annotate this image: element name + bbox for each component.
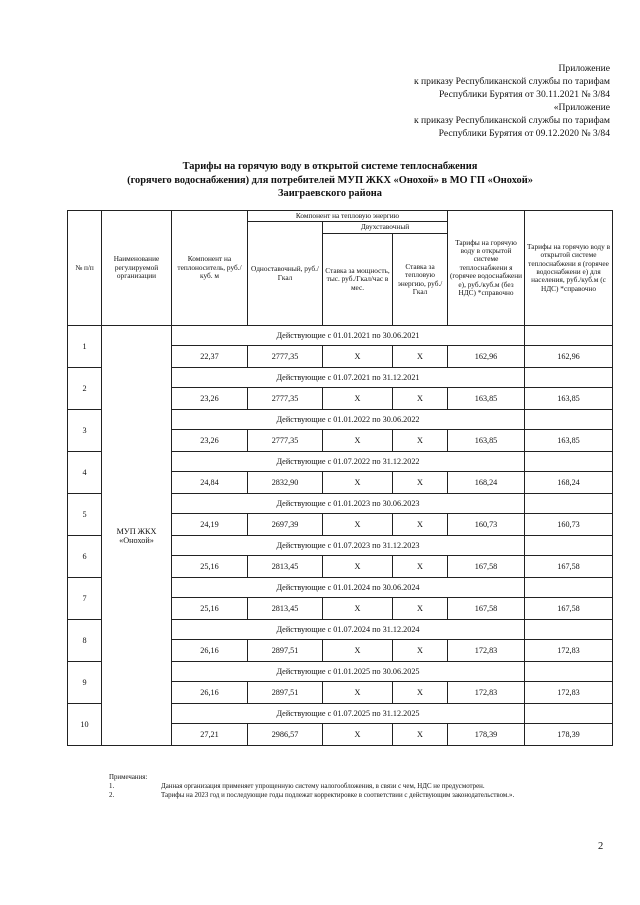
appendix-line: к приказу Республиканской службы по тарифам <box>413 115 610 127</box>
population-tariff-value: 163,85 <box>525 388 613 410</box>
population-tariff-value: 178,39 <box>525 724 613 746</box>
appendix-line: «Приложение <box>553 102 610 114</box>
row-number: 3 <box>68 410 102 452</box>
population-tariff-value: 167,58 <box>525 556 613 578</box>
energy-rate-value: X <box>393 724 448 746</box>
capacity-rate-value: X <box>323 724 393 746</box>
empty-cell <box>525 578 613 598</box>
one-part-value: 2777,35 <box>248 430 323 452</box>
row-number: 4 <box>68 452 102 494</box>
coolant-value: 25,16 <box>172 598 248 620</box>
coolant-value: 24,84 <box>172 472 248 494</box>
organization-name: МУП ЖКХ «Онохой» <box>102 326 172 746</box>
one-part-value: 2986,57 <box>248 724 323 746</box>
energy-rate-value: X <box>393 514 448 536</box>
appendix-line: Республики Бурятия от 30.11.2021 № 3/84 <box>438 89 610 101</box>
note-text: Тарифы на 2023 год и последующие годы подлежат корректировке в соответствии с действующим законодательством.». <box>161 792 515 800</box>
period-label: Действующие с 01.07.2022 по 31.12.2022 <box>172 452 525 472</box>
period-label: Действующие с 01.07.2021 по 31.12.2021 <box>172 368 525 388</box>
capacity-rate-value: X <box>323 388 393 410</box>
capacity-rate-value: X <box>323 430 393 452</box>
row-number: 2 <box>68 368 102 410</box>
notes-block <box>109 773 614 800</box>
tariff-value: 160,73 <box>448 514 525 536</box>
population-tariff-value: 168,24 <box>525 472 613 494</box>
appendix-line: Приложение <box>558 63 610 74</box>
coolant-value: 23,26 <box>172 388 248 410</box>
energy-rate-value: X <box>393 682 448 704</box>
title-line: (горячего водоснабжения) для потребителей МУП ЖКХ «Онохой» в МО ГП «Онохой» <box>127 174 533 186</box>
one-part-value: 2813,45 <box>248 556 323 578</box>
tariff-value: 172,83 <box>448 640 525 662</box>
period-label: Действующие с 01.07.2023 по 31.12.2023 <box>172 536 525 556</box>
energy-rate-value: X <box>393 598 448 620</box>
tariff-table-body <box>68 326 613 746</box>
tariff-value: 168,24 <box>448 472 525 494</box>
empty-cell <box>525 368 613 388</box>
empty-cell <box>525 620 613 640</box>
header-two-part: Двухставочный <box>323 222 448 234</box>
capacity-rate-value: X <box>323 514 393 536</box>
tariff-value: 163,85 <box>448 388 525 410</box>
energy-rate-value: X <box>393 388 448 410</box>
period-label: Действующие с 01.01.2025 по 30.06.2025 <box>172 662 525 682</box>
tariff-value: 167,58 <box>448 598 525 620</box>
row-number: 1 <box>68 326 102 368</box>
header-coolant: Компонент на теплоноситель, руб./куб. м <box>172 211 248 326</box>
one-part-value: 2777,35 <box>248 388 323 410</box>
row-number: 8 <box>68 620 102 662</box>
coolant-value: 26,16 <box>172 682 248 704</box>
header-thermal-group: Компонент на тепловую энергию <box>248 211 448 222</box>
coolant-value: 23,26 <box>172 430 248 452</box>
one-part-value: 2777,35 <box>248 346 323 368</box>
tariff-value: 178,39 <box>448 724 525 746</box>
period-label: Действующие с 01.07.2025 по 31.12.2025 <box>172 704 525 724</box>
header-one-part: Одноставочный, руб./Гкал <box>248 222 323 326</box>
header-org-name: Наименование регулируемой организации <box>102 211 172 326</box>
note-text: Данная организация применяет упрощенную систему налогообложения, в связи с чем, НДС не предусмотрен. <box>161 783 485 791</box>
capacity-rate-value: X <box>323 472 393 494</box>
title-line: Заиграевского района <box>278 188 382 199</box>
one-part-value: 2897,51 <box>248 682 323 704</box>
coolant-value: 24,19 <box>172 514 248 536</box>
energy-rate-value: X <box>393 556 448 578</box>
note-number: 1. <box>109 783 115 791</box>
empty-cell <box>525 662 613 682</box>
row-number: 10 <box>68 704 102 746</box>
coolant-value: 27,21 <box>172 724 248 746</box>
coolant-value: 22,37 <box>172 346 248 368</box>
population-tariff-value: 172,83 <box>525 682 613 704</box>
title-line: Тарифы на горячую воду в открытой системе теплоснабжения <box>182 161 478 172</box>
tariff-table <box>67 210 613 746</box>
one-part-value: 2832,90 <box>248 472 323 494</box>
coolant-value: 25,16 <box>172 556 248 578</box>
note-number: 2. <box>109 792 115 800</box>
population-tariff-value: 172,83 <box>525 640 613 662</box>
population-tariff-value: 160,73 <box>525 514 613 536</box>
tariff-value: 162,96 <box>448 346 525 368</box>
empty-cell <box>525 452 613 472</box>
energy-rate-value: X <box>393 640 448 662</box>
population-tariff-value: 162,96 <box>525 346 613 368</box>
notes-heading: Примечания: <box>109 774 148 781</box>
capacity-rate-value: X <box>323 682 393 704</box>
population-tariff-value: 167,58 <box>525 598 613 620</box>
capacity-rate-value: X <box>323 640 393 662</box>
appendix-line: Республики Бурятия от 09.12.2020 № 3/84 <box>438 128 610 140</box>
header-tariff-no-vat: Тарифы на горячую воду в открытой системе теплоснабжени я (горячее водоснабжени е), руб./куб.м (без НДС) *справочно <box>448 211 525 326</box>
appendix-block <box>280 62 610 141</box>
note-item <box>109 791 614 800</box>
row-number: 6 <box>68 536 102 578</box>
population-tariff-value: 163,85 <box>525 430 613 452</box>
row-number: 7 <box>68 578 102 620</box>
period-label: Действующие с 01.01.2022 по 30.06.2022 <box>172 410 525 430</box>
capacity-rate-value: X <box>323 346 393 368</box>
tariff-value: 167,58 <box>448 556 525 578</box>
note-item <box>109 782 614 791</box>
one-part-value: 2813,45 <box>248 598 323 620</box>
tariff-value: 163,85 <box>448 430 525 452</box>
energy-rate-value: X <box>393 430 448 452</box>
empty-cell <box>525 410 613 430</box>
empty-cell <box>525 494 613 514</box>
empty-cell <box>525 326 613 346</box>
coolant-value: 26,16 <box>172 640 248 662</box>
one-part-value: 2897,51 <box>248 640 323 662</box>
period-label: Действующие с 01.07.2024 по 31.12.2024 <box>172 620 525 640</box>
row-number: 9 <box>68 662 102 704</box>
header-num: № п/п <box>68 211 102 326</box>
page-number: 2 <box>598 841 604 852</box>
tariff-value: 172,83 <box>448 682 525 704</box>
capacity-rate-value: X <box>323 556 393 578</box>
header-tariff-population: Тарифы на горячую воду в открытой системе теплоснабжени я (горячее водоснабжени е) для населения, руб./куб.м (с НДС) *справочно <box>525 211 613 326</box>
period-label: Действующие с 01.01.2024 по 30.06.2024 <box>172 578 525 598</box>
period-label: Действующие с 01.01.2023 по 30.06.2023 <box>172 494 525 514</box>
empty-cell <box>525 704 613 724</box>
row-number: 5 <box>68 494 102 536</box>
header-energy-rate: Ставка за тепловую энергию, руб./Гкал <box>393 234 448 326</box>
energy-rate-value: X <box>393 472 448 494</box>
energy-rate-value: X <box>393 346 448 368</box>
period-label: Действующие с 01.01.2021 по 30.06.2021 <box>172 326 525 346</box>
one-part-value: 2697,39 <box>248 514 323 536</box>
empty-cell <box>525 536 613 556</box>
capacity-rate-value: X <box>323 598 393 620</box>
header-capacity-rate: Ставка за мощность, тыс. руб./Гкал/час в мес. <box>323 234 393 326</box>
appendix-line: к приказу Республиканской службы по тарифам <box>413 76 610 88</box>
document-title <box>40 160 620 201</box>
